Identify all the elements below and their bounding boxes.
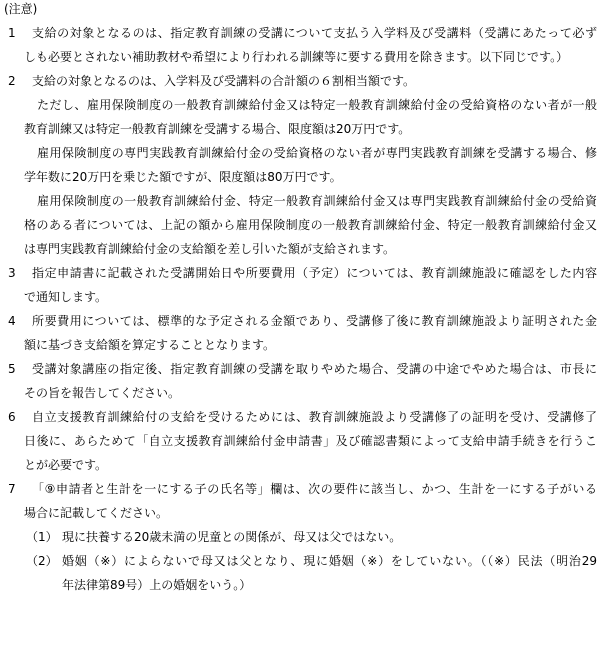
item-text-line: 額に基づき支給額を算定することとなります。 [24, 338, 276, 352]
item-text-line: その旨を報告してください。 [24, 386, 181, 400]
note-item-2 [4, 69, 597, 261]
item-text-line: 所要費用については、標準的な予定される金額であり、受講修了後に教育訓練施設より証明された金 [32, 314, 597, 328]
paragraph-line: は専門実践教育訓練給付金の支給額を差し引いた額が支給されます。 [24, 242, 396, 256]
item-number: 7 [8, 482, 16, 496]
item-text-line: 「⑨申請者と生計を一にする子の氏名等」欄は、次の要件に該当し、かつ、生計を一にする子がいる [32, 482, 597, 496]
item-text-line: 場合に記載してください。 [24, 506, 169, 520]
item-number: 3 [8, 266, 16, 280]
paragraph-line: 学年数に20万円を乗じた額ですが、限度額は80万円です。 [24, 170, 342, 184]
paragraph-line: 雇用保険制度の一般教育訓練給付金、特定一般教育訓練給付金又は専門実践教育訓練給付金の受給資 [37, 194, 597, 208]
sub-item-text-line: 現に扶養する20歳未満の児童との関係が、母又は父ではない。 [62, 530, 402, 544]
item-text-line: 支給の対象となるのは、入学料及び受講料の合計額の６割相当額です。 [32, 74, 416, 88]
item-number: 6 [8, 410, 16, 424]
sub-item-text-line: 年法律第89号）上の婚姻をいう。） [62, 578, 252, 592]
item-text-line: 受講対象講座の指定後、指定教育訓練の受講を取りやめた場合、受講の中途でやめた場合は、市長に [32, 362, 597, 376]
sub-item-2 [4, 549, 597, 597]
sub-item-text-line: 婚姻（※）によらないで母又は父となり、現に婚姻（※）をしていない。（（※）民法（明治29 [62, 554, 597, 568]
notes-heading: (注意) [4, 2, 38, 16]
note-item-5 [4, 357, 597, 405]
paragraph-line: ただし、雇用保険制度の一般教育訓練給付金又は特定一般教育訓練給付金の受給資格のない者が一般 [37, 98, 597, 112]
note-item-3 [4, 261, 597, 309]
item-text-line: 支給の対象となるのは、指定教育訓練の受講について支払う入学料及び受講料（受講にあたって必ず [32, 26, 597, 40]
note-item-7 [4, 477, 597, 597]
item-number: 4 [8, 314, 16, 328]
item-text-line: 日後に、あらためて「自立支援教育訓練給付金申請書」及び確認書類によって支給申請手続きを行うこ [24, 434, 597, 448]
item-text-line: とが必要です。 [24, 458, 108, 472]
sub-item-number: （1） [26, 530, 58, 544]
paragraph-line: 格のある者については、上記の額から雇用保険制度の一般教育訓練給付金、特定一般教育訓練給付金又 [24, 218, 597, 232]
note-item-1 [4, 21, 597, 69]
item-number: 5 [8, 362, 16, 376]
item-text-line: 自立支援教育訓練給付の支給を受けるためには、教育訓練施設より受講修了の証明を受け、受講修了 [32, 410, 597, 424]
paragraph-line: 雇用保険制度の専門実践教育訓練給付金の受給資格のない者が専門実践教育訓練を受講する場合、修 [37, 146, 597, 160]
item-number: 1 [8, 26, 16, 40]
item-text-line: 指定申請書に記載された受講開始日や所要費用（予定）については、教育訓練施設に確認をした内容 [32, 266, 597, 280]
item-text-line: で通知します。 [24, 290, 108, 304]
item-text-line: しも必要とされない補助教材や希望により行われる訓練等に要する費用を除きます。以下同じです。） [24, 50, 569, 64]
sub-item-1 [4, 525, 597, 549]
item-number: 2 [8, 74, 16, 88]
note-item-4 [4, 309, 597, 357]
sub-item-number: （2） [26, 554, 58, 568]
note-item-6 [4, 405, 597, 477]
paragraph-line: 教育訓練又は特定一般教育訓練を受講する場合、限度額は20万円です。 [24, 122, 411, 136]
